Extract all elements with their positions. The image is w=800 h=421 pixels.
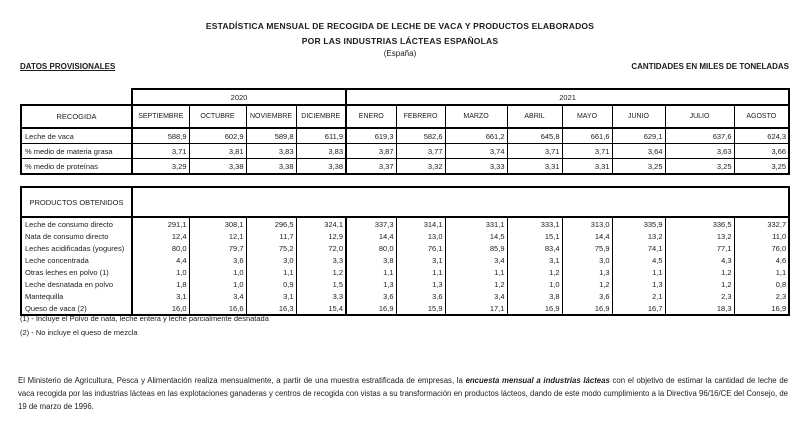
value-cell: 1,8 xyxy=(132,278,189,290)
row-label: Leche de consumo directo xyxy=(21,217,132,230)
table-corner-empty xyxy=(21,89,132,105)
value-cell: 1,3 xyxy=(346,278,396,290)
table-row xyxy=(21,144,789,159)
value-cell: 3,33 xyxy=(445,159,507,175)
value-cell: 14,4 xyxy=(562,230,612,242)
month-header-enero: ENERO xyxy=(346,105,396,128)
productos-header: PRODUCTOS OBTENIDOS xyxy=(21,187,132,217)
table-row xyxy=(21,128,789,144)
value-cell: 1,1 xyxy=(246,266,296,278)
value-cell: 4,6 xyxy=(734,254,789,266)
value-cell: 3,25 xyxy=(734,159,789,175)
month-header-marzo: MARZO xyxy=(445,105,507,128)
value-cell: 3,29 xyxy=(132,159,189,175)
table-row xyxy=(21,242,789,254)
value-cell: 85,9 xyxy=(445,242,507,254)
value-cell: 3,74 xyxy=(445,144,507,159)
value-cell: 12,9 xyxy=(296,230,346,242)
month-header-noviembre: NOVIEMBRE xyxy=(246,105,296,128)
paragraph-emphasis: encuesta mensual a industrias lácteas xyxy=(465,376,610,385)
value-cell: 0,9 xyxy=(246,278,296,290)
row-label: % medio de proteínas xyxy=(21,159,132,175)
value-cell: 3,66 xyxy=(734,144,789,159)
value-cell: 1,1 xyxy=(346,266,396,278)
value-cell: 582,6 xyxy=(396,128,445,144)
value-cell: 308,1 xyxy=(189,217,246,230)
value-cell: 3,38 xyxy=(296,159,346,175)
value-cell: 1,3 xyxy=(612,278,665,290)
value-cell: 16,3 xyxy=(246,302,296,315)
row-label: % medio de materia grasa xyxy=(21,144,132,159)
value-cell: 3,38 xyxy=(189,159,246,175)
value-cell: 1,3 xyxy=(562,266,612,278)
value-cell: 3,3 xyxy=(296,290,346,302)
units-label: CANTIDADES EN MILES DE TONELADAS xyxy=(631,62,789,71)
value-cell: 1,0 xyxy=(132,266,189,278)
title-line-1: ESTADÍSTICA MENSUAL DE RECOGIDA DE LECHE DE VACA Y PRODUCTOS ELABORADOS xyxy=(205,21,595,31)
value-cell: 2,1 xyxy=(612,290,665,302)
value-cell: 1,1 xyxy=(396,266,445,278)
value-cell: 1,1 xyxy=(445,266,507,278)
value-cell: 74,1 xyxy=(612,242,665,254)
value-cell: 3,6 xyxy=(396,290,445,302)
value-cell: 3,0 xyxy=(246,254,296,266)
year-header-2021: 2021 xyxy=(346,89,789,105)
value-cell: 16,0 xyxy=(132,302,189,315)
month-header-octubre: OCTUBRE xyxy=(189,105,246,128)
month-header-mayo: MAYO xyxy=(562,105,612,128)
value-cell: 3,63 xyxy=(665,144,734,159)
value-cell: 72,0 xyxy=(296,242,346,254)
value-cell: 3,6 xyxy=(346,290,396,302)
value-cell: 1,3 xyxy=(396,278,445,290)
value-cell: 11,7 xyxy=(246,230,296,242)
value-cell: 76,1 xyxy=(396,242,445,254)
methodology-paragraph xyxy=(18,374,788,413)
value-cell: 12,4 xyxy=(132,230,189,242)
value-cell: 15,1 xyxy=(507,230,562,242)
value-cell: 2,3 xyxy=(665,290,734,302)
value-cell: 3,37 xyxy=(346,159,396,175)
value-cell: 602,9 xyxy=(189,128,246,144)
value-cell: 661,6 xyxy=(562,128,612,144)
value-cell: 337,3 xyxy=(346,217,396,230)
value-cell: 3,38 xyxy=(246,159,296,175)
row-label: Nata de consumo directo xyxy=(21,230,132,242)
productos-table xyxy=(20,186,790,316)
value-cell: 14,5 xyxy=(445,230,507,242)
value-cell: 3,77 xyxy=(396,144,445,159)
row-label: Otras leches en polvo (1) xyxy=(21,266,132,278)
value-cell: 333,1 xyxy=(507,217,562,230)
value-cell: 13,0 xyxy=(396,230,445,242)
value-cell: 1,5 xyxy=(296,278,346,290)
table-row xyxy=(21,217,789,230)
value-cell: 16,9 xyxy=(562,302,612,315)
value-cell: 3,32 xyxy=(396,159,445,175)
value-cell: 291,1 xyxy=(132,217,189,230)
value-cell: 1,2 xyxy=(562,278,612,290)
value-cell: 1,0 xyxy=(189,266,246,278)
value-cell: 13,2 xyxy=(665,230,734,242)
value-cell: 3,71 xyxy=(507,144,562,159)
value-cell: 3,25 xyxy=(665,159,734,175)
table-row xyxy=(21,278,789,290)
recogida-header: RECOGIDA xyxy=(21,105,132,128)
value-cell: 3,83 xyxy=(296,144,346,159)
value-cell: 3,1 xyxy=(396,254,445,266)
value-cell: 3,3 xyxy=(296,254,346,266)
value-cell: 3,25 xyxy=(612,159,665,175)
paragraph-text-after: con el objetivo de estimar la cantidad de leche de vaca recogida por las industrias lácteas en las explotaciones ganaderas y centros de recogida con vistas a su transformación en productos lácteos, dando de este modo cumplimiento a la Directiva 96/16/CE del Consejo, de 19 de marzo de 1996. xyxy=(18,376,788,411)
value-cell: 1,0 xyxy=(189,278,246,290)
value-cell: 17,1 xyxy=(445,302,507,315)
value-cell: 637,6 xyxy=(665,128,734,144)
value-cell: 76,0 xyxy=(734,242,789,254)
value-cell: 1,2 xyxy=(665,278,734,290)
value-cell: 3,1 xyxy=(246,290,296,302)
footnotes xyxy=(20,312,269,340)
value-cell: 11,0 xyxy=(734,230,789,242)
value-cell: 336,5 xyxy=(665,217,734,230)
value-cell: 16,7 xyxy=(612,302,665,315)
value-cell: 1,1 xyxy=(612,266,665,278)
value-cell: 2,3 xyxy=(734,290,789,302)
provisional-data-label: DATOS PROVISIONALES xyxy=(20,62,116,71)
value-cell: 13,2 xyxy=(612,230,665,242)
value-cell: 3,31 xyxy=(507,159,562,175)
value-cell: 3,64 xyxy=(612,144,665,159)
productos-header-empty xyxy=(132,187,789,217)
value-cell: 629,1 xyxy=(612,128,665,144)
value-cell: 75,2 xyxy=(246,242,296,254)
value-cell: 335,9 xyxy=(612,217,665,230)
month-header-diciembre: DICIEMBRE xyxy=(296,105,346,128)
footnote-2: (2) - No incluye el queso de mezcla xyxy=(20,328,138,337)
value-cell: 324,1 xyxy=(296,217,346,230)
table-row xyxy=(21,230,789,242)
value-cell: 16,9 xyxy=(346,302,396,315)
title-line-2: POR LAS INDUSTRIAS LÁCTEAS ESPAÑOLAS xyxy=(301,36,499,46)
value-cell: 619,3 xyxy=(346,128,396,144)
value-cell: 1,0 xyxy=(507,278,562,290)
value-cell: 80,0 xyxy=(132,242,189,254)
table-row xyxy=(21,290,789,302)
value-cell: 14,4 xyxy=(346,230,396,242)
row-label: Leche concentrada xyxy=(21,254,132,266)
value-cell: 3,0 xyxy=(562,254,612,266)
table-row xyxy=(21,266,789,278)
value-cell: 1,2 xyxy=(296,266,346,278)
table-row xyxy=(21,159,789,175)
value-cell: 3,4 xyxy=(189,290,246,302)
row-label: Queso de vaca (2) xyxy=(21,302,132,315)
value-cell: 3,71 xyxy=(132,144,189,159)
value-cell: 314,1 xyxy=(396,217,445,230)
value-cell: 313,0 xyxy=(562,217,612,230)
table-row xyxy=(21,254,789,266)
month-header-febrero: FEBRERO xyxy=(396,105,445,128)
value-cell: 296,5 xyxy=(246,217,296,230)
value-cell: 3,4 xyxy=(445,254,507,266)
value-cell: 661,2 xyxy=(445,128,507,144)
row-label: Leche de vaca xyxy=(21,128,132,144)
row-label: Leches acidificadas (yogures) xyxy=(21,242,132,254)
value-cell: 3,8 xyxy=(346,254,396,266)
month-header-row xyxy=(21,105,789,128)
month-header-junio: JUNIO xyxy=(612,105,665,128)
row-label: Leche desnatada en polvo xyxy=(21,278,132,290)
value-cell: 77,1 xyxy=(665,242,734,254)
value-cell: 3,83 xyxy=(246,144,296,159)
value-cell: 15,9 xyxy=(396,302,445,315)
year-header-row xyxy=(21,89,789,105)
value-cell: 3,1 xyxy=(132,290,189,302)
value-cell: 332,7 xyxy=(734,217,789,230)
value-cell: 3,71 xyxy=(562,144,612,159)
value-cell: 83,4 xyxy=(507,242,562,254)
value-cell: 1,1 xyxy=(734,266,789,278)
value-cell: 18,3 xyxy=(665,302,734,315)
value-cell: 1,2 xyxy=(445,278,507,290)
value-cell: 16,9 xyxy=(507,302,562,315)
value-cell: 624,3 xyxy=(734,128,789,144)
month-header-agosto: AGOSTO xyxy=(734,105,789,128)
productos-header-row xyxy=(21,187,789,217)
value-cell: 16,6 xyxy=(189,302,246,315)
paragraph-text-before: El Ministerio de Agricultura, Pesca y Alimentación realiza mensualmente, a partir de una muestra estratificada de empresas, la xyxy=(18,376,466,385)
value-cell: 3,1 xyxy=(507,254,562,266)
row-label: Mantequilla xyxy=(21,290,132,302)
value-cell: 3,6 xyxy=(562,290,612,302)
value-cell: 1,2 xyxy=(665,266,734,278)
value-cell: 3,4 xyxy=(445,290,507,302)
value-cell: 16,9 xyxy=(734,302,789,315)
value-cell: 645,8 xyxy=(507,128,562,144)
value-cell: 331,1 xyxy=(445,217,507,230)
value-cell: 3,87 xyxy=(346,144,396,159)
value-cell: 3,6 xyxy=(189,254,246,266)
month-header-septiembre: SEPTIEMBRE xyxy=(132,105,189,128)
value-cell: 79,7 xyxy=(189,242,246,254)
value-cell: 80,0 xyxy=(346,242,396,254)
country-label: (España) xyxy=(383,49,417,58)
value-cell: 3,8 xyxy=(507,290,562,302)
value-cell: 3,81 xyxy=(189,144,246,159)
document-title xyxy=(0,19,800,49)
value-cell: 75,9 xyxy=(562,242,612,254)
value-cell: 0,8 xyxy=(734,278,789,290)
footnote-1: (1) - Incluye el Polvo de nata, leche entera y leche parcialmente desnatada xyxy=(20,314,269,323)
value-cell: 12,1 xyxy=(189,230,246,242)
value-cell: 588,9 xyxy=(132,128,189,144)
value-cell: 1,2 xyxy=(507,266,562,278)
value-cell: 611,9 xyxy=(296,128,346,144)
value-cell: 15,4 xyxy=(296,302,346,315)
value-cell: 4,5 xyxy=(612,254,665,266)
value-cell: 4,4 xyxy=(132,254,189,266)
year-header-2020: 2020 xyxy=(132,89,346,105)
month-header-abril: ABRIL xyxy=(507,105,562,128)
value-cell: 4,3 xyxy=(665,254,734,266)
recogida-table xyxy=(20,88,790,175)
month-header-julio: JULIO xyxy=(665,105,734,128)
value-cell: 3,31 xyxy=(562,159,612,175)
value-cell: 589,8 xyxy=(246,128,296,144)
